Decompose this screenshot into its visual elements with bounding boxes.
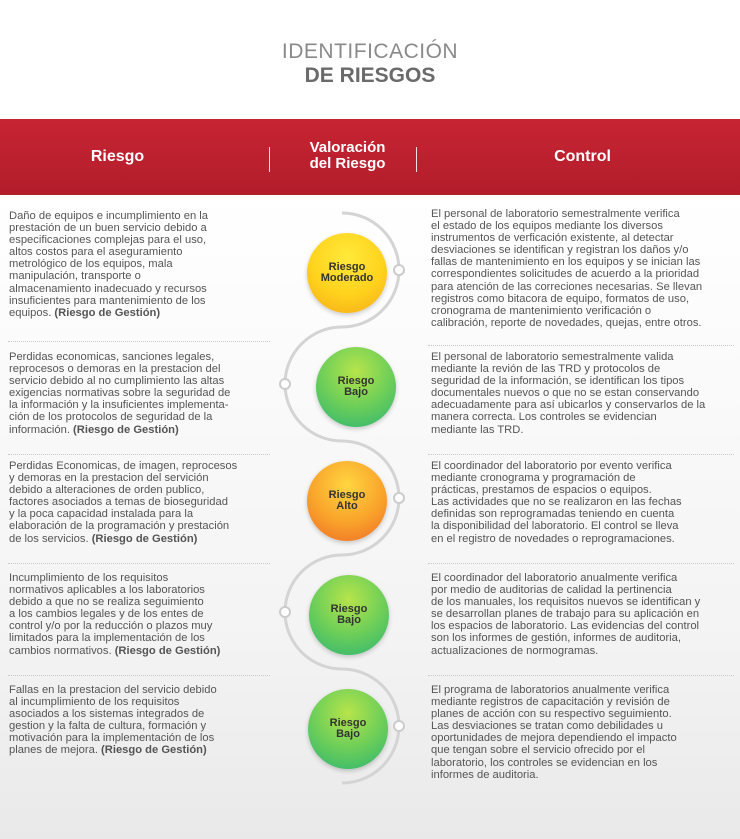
row-divider-left-3 [8, 563, 270, 564]
risk-description-2 [9, 351, 271, 436]
risk-description-1 [9, 210, 271, 319]
timeline-node-4 [280, 607, 290, 617]
row-divider-right-2 [428, 454, 734, 455]
control-text-1: El personal de laboratorio semestralmente verifica el estado de los equipos mediante los diversos instrumentos de verficación existente, al detectar desviaciones se identifican y registran los daños y/o fallas de mantenimiento en los equipos y se inician las correspondientes solicitudes de acuerdo a la prioridad para atención de las correciones necesarias. Se llevan registros como bitacora de equipo, formatos de uso, cronograma de mantenimiento verificación o calibración, reporte de novedades, quejas, entre otros. [431, 208, 703, 329]
risk-level-2: Riesgo Bajo [337, 375, 375, 398]
header-valoracion: Valoración del Riesgo [309, 139, 386, 172]
risk-text-4: Incumplimiento de los requisitos normativos aplicables a los laboratorios debido a que no se realiza seguimiento a los cambios legales y de los entes de control y/o por la reducción o plazos muy limitados para la implementación de los cambios normativos. [9, 572, 213, 657]
risk-text-3: Perdidas Economicas, de imagen, reprocesos y demoras en la prestacion del servición debido a alteraciones de orden publico, factores asociados a temas de bioseguridad y la poca capacidad instalada para la elaboración de la programación y prestación de los servicios. [9, 460, 238, 545]
row-divider-left-1 [8, 341, 270, 342]
risk-description-5 [9, 684, 271, 757]
header-control: Control [554, 148, 611, 165]
risk-description-3 [9, 460, 271, 545]
risk-level-badge-1 [307, 233, 387, 313]
risk-level-badge-5 [308, 689, 388, 769]
control-text-2: El personal de laboratorio semestralmente valida mediante la revión de las TRD y protocolos de seguridad de la información, se identifican los tipos documentales nuevos o que no se estan conservando adecuadamente para así ubicarlos y conservarlos de la manera correcta. Los controles se evidencian mediante las TRD. [431, 351, 706, 436]
title-line-2: DE RIESGOS [304, 64, 436, 87]
risk-text-1: Daño de equipos e incumplimiento en la prestación de un buen servicio debido a especificaciones complejas para el uso, altos costos para el aseguramiento metrológico de los equipos, mala manipulación, transporte o almacenamiento inadecuado y recursos insuficientes para mantenimiento de los equipos. [9, 210, 209, 319]
risk-level-5: Riesgo Bajo [329, 717, 367, 740]
risk-description-4 [9, 572, 271, 657]
risk-tag-3: (Riesgo de Gestión) [91, 532, 198, 545]
risk-text-5: Fallas en la prestacion del servicio debido al incumplimiento de los requisitos asociados a los sistemas integrados de gestion y la falta de cultura, formación y motivación para la implementación de los planes de mejora. [9, 684, 217, 757]
control-text-4: El coordinador del laboratorio anualmente verifica por medio de auditorias de calidad la pertinencia de los manuales, los requisitos nuevos se identifican y se desarrollan planes de trabajo para su aplicación en los espacios de laboratorio. Las evidencias del control son los informes de gestión, informes de auditoria, actualizaciones de normogramas. [431, 572, 701, 657]
risk-level-3: Riesgo Alto [328, 489, 366, 512]
timeline-node-1 [394, 265, 404, 275]
risk-text-2: Perdidas economicas, sanciones legales, reprocesos o demoras en la prestacion del servicio debido al no cumplimiento las altas exigencias normativas sobre la seguridad de la información y la insuficientes implementa- ción de los protocolos de seguridad de la información. [9, 351, 231, 436]
row-divider-right-4 [428, 675, 734, 676]
row-divider-left-2 [8, 454, 270, 455]
row-divider-left-4 [8, 675, 270, 676]
row-divider-right-1 [428, 345, 734, 346]
risk-tag-4: (Riesgo de Gestión) [114, 644, 221, 657]
risk-level-4: Riesgo Bajo [330, 603, 368, 626]
timeline-node-3 [394, 493, 404, 503]
timeline-node-2 [280, 379, 290, 389]
risk-tag-5: (Riesgo de Gestión) [101, 744, 207, 757]
timeline-node-5 [394, 721, 404, 731]
control-text-3: El coordinador del laboratorio por evento verifica mediante cronograma y programación de prácticas, prestamos de espacios o equipos. Las actividades que no se realizaron en las fechas definidas son reprogramadas teniendo en cuenta la disponibilidad del laboratorio. El control se lleva en el registro de novedades o reprogramaciones. [431, 460, 682, 545]
risk-level-1: Riesgo Moderado [320, 261, 374, 284]
risk-level-badge-4 [309, 575, 389, 655]
row-divider-right-3 [428, 563, 734, 564]
header-riesgo: Riesgo [90, 148, 145, 165]
risk-level-badge-2 [316, 347, 396, 427]
risk-level-badge-3 [307, 461, 387, 541]
title-line-1: IDENTIFICACIÓN [281, 40, 459, 63]
control-text-5: El programa de laboratorios anualmente verifica mediante registros de capacitación y revisión de planes de acción con su respectivo seguimiento. Las desviaciones se tratan como debilidades u oportunidades de mejora dependiendo el impacto que tengan sobre el servicio ofrecido por el laboratorio, los controles se evidencian en los informes de auditoria. [431, 684, 677, 781]
risk-tag-2: (Riesgo de Gestión) [73, 423, 179, 436]
risk-tag-1: (Riesgo de Gestión) [54, 306, 161, 319]
